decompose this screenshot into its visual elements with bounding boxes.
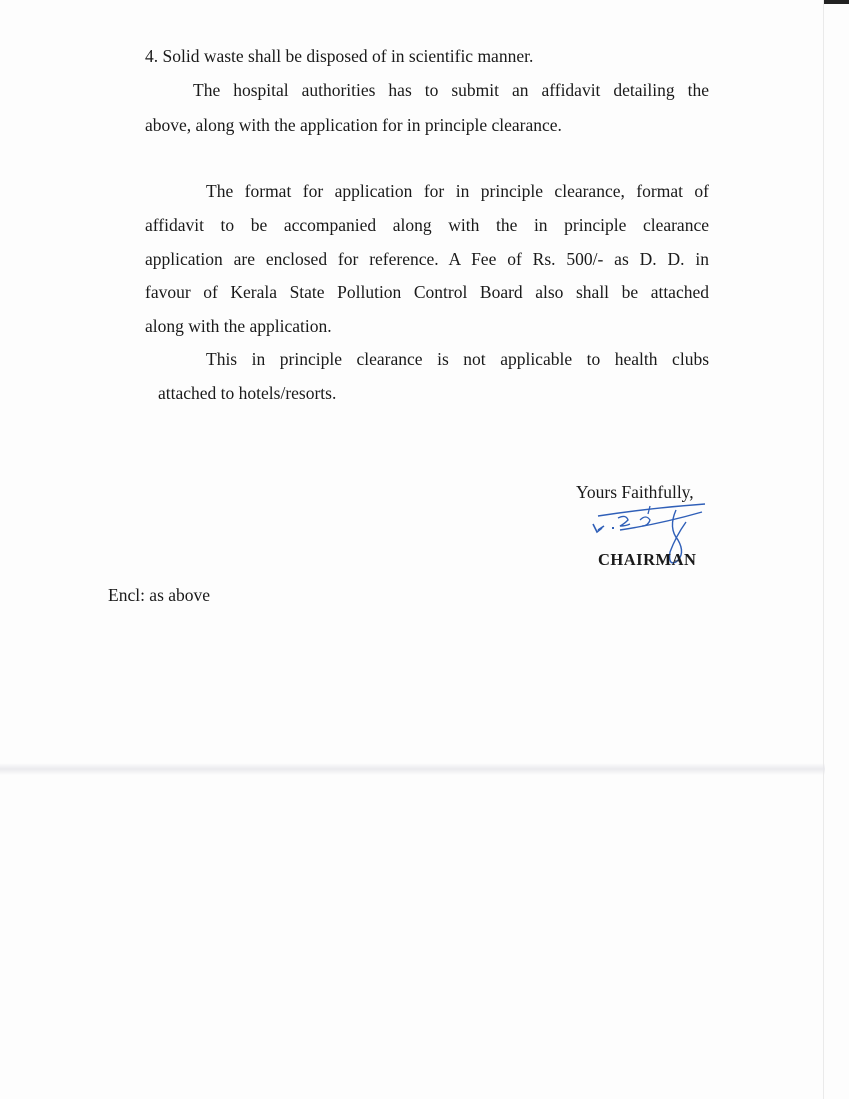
para3-line2: attached to hotels/resorts. — [158, 383, 337, 403]
scan-edge-mark — [823, 0, 849, 4]
para2-line1: The format for application for in principle clearance, format of — [206, 181, 709, 201]
para1-line2: above, along with the application for in principle clearance. — [145, 115, 562, 135]
para2-line3: application are enclosed for reference. A Fee of Rs. 500/- as D. D. in — [145, 249, 709, 269]
para2-line5: along with the application. — [145, 316, 332, 336]
para2-line4: favour of Kerala State Pollution Control Board also shall be attached — [145, 282, 709, 302]
para1-line1: The hospital authorities has to submit an affidavit detailing the — [193, 80, 709, 100]
scan-artifact-band — [0, 763, 825, 775]
scan-fold-line — [823, 0, 824, 1099]
signatory-title: CHAIRMAN — [598, 550, 697, 569]
enclosure-note: Encl: as above — [108, 585, 211, 605]
closing-salutation: Yours Faithfully, — [576, 482, 694, 502]
list-item-4: 4. Solid waste shall be disposed of in scientific manner. — [145, 46, 534, 66]
para3-line1: This in principle clearance is not applicable to health clubs — [206, 349, 709, 369]
para2-line2: affidavit to be accompanied along with the in principle clearance — [145, 215, 709, 235]
